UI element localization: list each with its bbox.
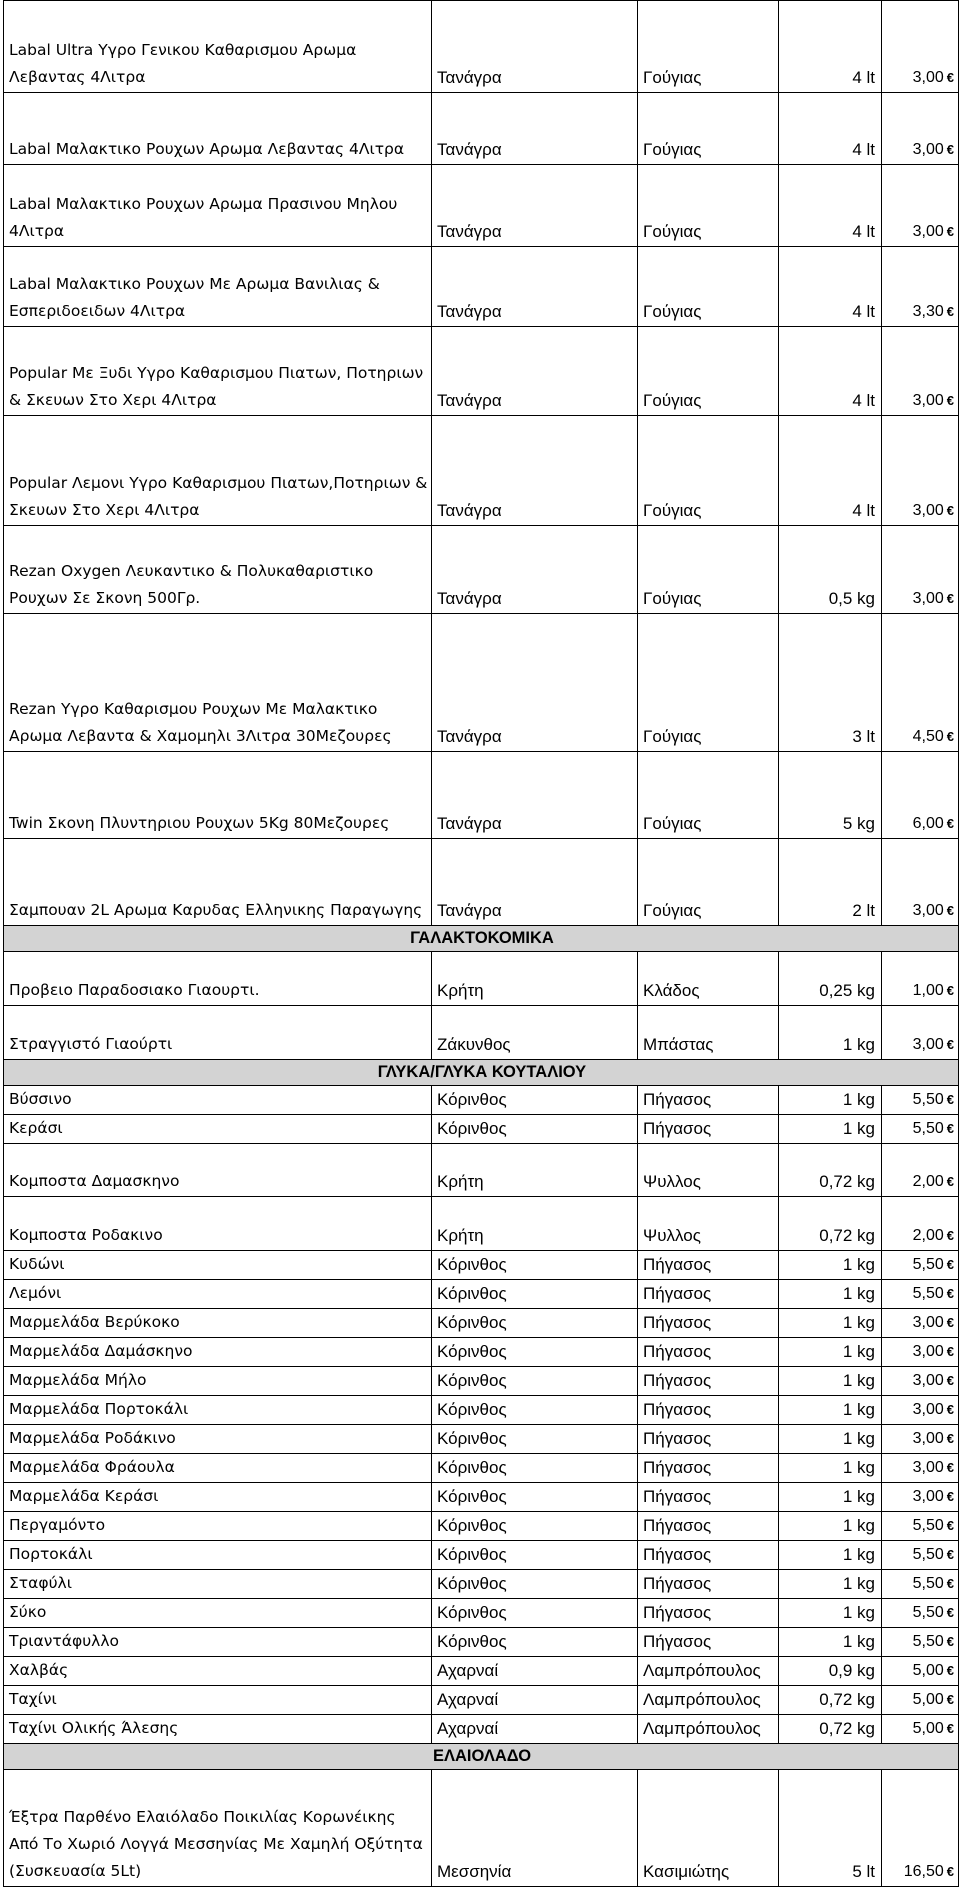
- product-name-cell: Τριαντάφυλλο: [4, 1628, 432, 1657]
- euro-currency-symbol: €: [946, 1576, 954, 1591]
- producer-cell: Κασιμιώτης: [638, 1770, 779, 1887]
- price-cell: [882, 1541, 959, 1570]
- euro-currency-symbol: €: [946, 304, 954, 319]
- quantity-cell: 4 lt: [779, 327, 882, 416]
- producer-cell: Ψυλλος: [638, 1197, 779, 1251]
- price-value: 5,00: [912, 1662, 944, 1679]
- producer-cell: Πήγασος: [638, 1425, 779, 1454]
- product-row: [4, 165, 959, 247]
- product-row: [4, 1338, 959, 1367]
- price-cell: [882, 1006, 959, 1060]
- producer-cell: Πήγασος: [638, 1367, 779, 1396]
- region-cell: Αχαρναί: [432, 1715, 638, 1744]
- quantity-cell: 4 lt: [779, 93, 882, 165]
- euro-currency-symbol: €: [946, 393, 954, 408]
- category-label: ΓΑΛΑΚΤΟΚΟΜΙΚΑ: [4, 926, 959, 952]
- region-cell: Κόρινθος: [432, 1115, 638, 1144]
- quantity-cell: 2 lt: [779, 839, 882, 926]
- price-cell: [882, 1309, 959, 1338]
- product-row: [4, 1197, 959, 1251]
- region-cell: Κόρινθος: [432, 1541, 638, 1570]
- product-row: [4, 1715, 959, 1744]
- product-row: [4, 1280, 959, 1309]
- euro-currency-symbol: €: [946, 1431, 954, 1446]
- product-name-cell: Μαρμελάδα Πορτοκάλι: [4, 1396, 432, 1425]
- product-name-cell: Στραγγιστό Γιαούρτι: [4, 1006, 432, 1060]
- region-cell: Κρήτη: [432, 1144, 638, 1197]
- product-row: [4, 614, 959, 752]
- producer-cell: Πήγασος: [638, 1251, 779, 1280]
- product-row: [4, 526, 959, 614]
- euro-currency-symbol: €: [946, 1605, 954, 1620]
- region-cell: Κόρινθος: [432, 1512, 638, 1541]
- product-row: [4, 1396, 959, 1425]
- quantity-cell: 1 kg: [779, 1006, 882, 1060]
- price-value: 5,50: [912, 1575, 944, 1592]
- quantity-cell: 4 lt: [779, 416, 882, 526]
- product-name-cell: Rezan Oxygen Λευκαντικο & Πολυκαθαριστικο Ρουχων Σε Σκονη 500Γρ.: [4, 526, 432, 614]
- producer-cell: Γούγιας: [638, 752, 779, 839]
- product-row: [4, 1, 959, 93]
- quantity-cell: 1 kg: [779, 1541, 882, 1570]
- product-name-cell: Πορτοκάλι: [4, 1541, 432, 1570]
- euro-currency-symbol: €: [946, 1692, 954, 1707]
- region-cell: Κόρινθος: [432, 1251, 638, 1280]
- producer-cell: Πήγασος: [638, 1396, 779, 1425]
- quantity-cell: 4 lt: [779, 1, 882, 93]
- product-name-cell: Κεράσι: [4, 1115, 432, 1144]
- quantity-cell: 0,72 kg: [779, 1144, 882, 1197]
- price-value: 5,50: [912, 1256, 944, 1273]
- product-name-cell: Ταχίνι: [4, 1686, 432, 1715]
- price-cell: [882, 1512, 959, 1541]
- producer-cell: Λαμπρόπουλος: [638, 1715, 779, 1744]
- category-label: ΓΛΥΚΑ/ΓΛΥΚΑ ΚΟΥΤΑΛΙΟΥ: [4, 1060, 959, 1086]
- region-cell: Τανάγρα: [432, 752, 638, 839]
- quantity-cell: 5 kg: [779, 752, 882, 839]
- region-cell: Κόρινθος: [432, 1280, 638, 1309]
- region-cell: Κόρινθος: [432, 1086, 638, 1115]
- quantity-cell: 1 kg: [779, 1454, 882, 1483]
- price-cell: [882, 247, 959, 327]
- region-cell: Κόρινθος: [432, 1396, 638, 1425]
- quantity-cell: 1 kg: [779, 1367, 882, 1396]
- product-name-cell: Rezan Υγρο Καθαρισμου Ρουχων Με Μαλακτικο Αρωμα Λεβαντα & Χαμομηλι 3Λιτρα 30Μεζουρες: [4, 614, 432, 752]
- region-cell: Κόρινθος: [432, 1309, 638, 1338]
- price-cell: [882, 1599, 959, 1628]
- price-cell: [882, 1115, 959, 1144]
- region-cell: Τανάγρα: [432, 839, 638, 926]
- product-row: [4, 1309, 959, 1338]
- product-row: [4, 1541, 959, 1570]
- price-value: 3,00: [912, 1488, 944, 1505]
- product-name-cell: Μαρμελάδα Δαμάσκηνο: [4, 1338, 432, 1367]
- product-name-cell: Popular Με Ξυδι Υγρο Καθαρισμου Πιατων, Ποτηριων & Σκευων Στο Χερι 4Λιτρα: [4, 327, 432, 416]
- product-row: [4, 1686, 959, 1715]
- euro-currency-symbol: €: [946, 1373, 954, 1388]
- producer-cell: Κλάδος: [638, 952, 779, 1006]
- quantity-cell: 1 kg: [779, 1570, 882, 1599]
- product-name-cell: Σύκο: [4, 1599, 432, 1628]
- product-name-cell: Μαρμελάδα Ροδάκινο: [4, 1425, 432, 1454]
- price-cell: [882, 1454, 959, 1483]
- product-name-cell: Μαρμελάδα Κεράσι: [4, 1483, 432, 1512]
- region-cell: Ζάκυνθος: [432, 1006, 638, 1060]
- producer-cell: Ψυλλος: [638, 1144, 779, 1197]
- region-cell: Κόρινθος: [432, 1454, 638, 1483]
- producer-cell: Λαμπρόπουλος: [638, 1686, 779, 1715]
- euro-currency-symbol: €: [946, 1174, 954, 1189]
- product-name-cell: Labal Μαλακτικο Ρουχων Αρωμα Πρασινου Μηλου 4Λιτρα: [4, 165, 432, 247]
- producer-cell: Γούγιας: [638, 247, 779, 327]
- producer-cell: Πήγασος: [638, 1086, 779, 1115]
- quantity-cell: 1 kg: [779, 1115, 882, 1144]
- quantity-cell: 3 lt: [779, 614, 882, 752]
- product-row: [4, 1251, 959, 1280]
- product-row: [4, 1628, 959, 1657]
- euro-currency-symbol: €: [946, 503, 954, 518]
- product-row: [4, 1086, 959, 1115]
- region-cell: Κρήτη: [432, 952, 638, 1006]
- price-cell: [882, 1483, 959, 1512]
- category-header-row: [4, 1060, 959, 1086]
- price-cell: [882, 416, 959, 526]
- producer-cell: Γούγιας: [638, 165, 779, 247]
- euro-currency-symbol: €: [946, 1547, 954, 1562]
- producer-cell: Πήγασος: [638, 1115, 779, 1144]
- price-value: 3,00: [912, 902, 944, 919]
- product-row: [4, 952, 959, 1006]
- product-name-cell: Προβειο Παραδοσιακο Γιαουρτι.: [4, 952, 432, 1006]
- quantity-cell: 1 kg: [779, 1309, 882, 1338]
- product-row: [4, 93, 959, 165]
- producer-cell: Γούγιας: [638, 327, 779, 416]
- euro-currency-symbol: €: [946, 1257, 954, 1272]
- quantity-cell: 0,72 kg: [779, 1686, 882, 1715]
- category-header-row: [4, 1744, 959, 1770]
- euro-currency-symbol: €: [946, 1489, 954, 1504]
- euro-currency-symbol: €: [946, 903, 954, 918]
- product-row: [4, 1599, 959, 1628]
- euro-currency-symbol: €: [946, 983, 954, 998]
- producer-cell: Γούγιας: [638, 614, 779, 752]
- quantity-cell: 1 kg: [779, 1280, 882, 1309]
- euro-currency-symbol: €: [946, 816, 954, 831]
- product-name-cell: Έξτρα Παρθένο Ελαιόλαδο Ποικιλίας Κορωνέικης Από Το Χωριό Λογγά Μεσσηνίας Με Χαμηλή Οξύτητα (Συσκευασία 5Lt): [4, 1770, 432, 1887]
- price-cell: [882, 1425, 959, 1454]
- price-cell: [882, 1715, 959, 1744]
- price-value: 6,00: [912, 815, 944, 832]
- producer-cell: Γούγιας: [638, 93, 779, 165]
- price-value: 3,00: [912, 1036, 944, 1053]
- price-cell: [882, 165, 959, 247]
- price-cell: [882, 1251, 959, 1280]
- price-value: 3,00: [912, 1314, 944, 1331]
- euro-currency-symbol: €: [946, 729, 954, 744]
- euro-currency-symbol: €: [946, 1663, 954, 1678]
- producer-cell: Γούγιας: [638, 839, 779, 926]
- price-value: 5,00: [912, 1691, 944, 1708]
- product-name-cell: Κομποστα Ροδακινο: [4, 1197, 432, 1251]
- product-row: [4, 1512, 959, 1541]
- price-cell: [882, 1338, 959, 1367]
- product-name-cell: Μαρμελάδα Φράουλα: [4, 1454, 432, 1483]
- region-cell: Κόρινθος: [432, 1367, 638, 1396]
- price-value: 3,00: [912, 590, 944, 607]
- producer-cell: Μπάστας: [638, 1006, 779, 1060]
- producer-cell: Πήγασος: [638, 1570, 779, 1599]
- price-cell: [882, 1, 959, 93]
- quantity-cell: 0,72 kg: [779, 1197, 882, 1251]
- price-cell: [882, 526, 959, 614]
- price-value: 3,00: [912, 1459, 944, 1476]
- price-value: 5,50: [912, 1120, 944, 1137]
- euro-currency-symbol: €: [946, 1864, 954, 1879]
- quantity-cell: 1 kg: [779, 1599, 882, 1628]
- price-cell: [882, 1280, 959, 1309]
- price-cell: [882, 1197, 959, 1251]
- price-value: 1,00: [912, 982, 944, 999]
- price-value: 3,00: [912, 1401, 944, 1418]
- region-cell: Τανάγρα: [432, 247, 638, 327]
- region-cell: Τανάγρα: [432, 165, 638, 247]
- product-row: [4, 1570, 959, 1599]
- region-cell: Τανάγρα: [432, 416, 638, 526]
- price-value: 3,00: [912, 1372, 944, 1389]
- region-cell: Τανάγρα: [432, 614, 638, 752]
- euro-currency-symbol: €: [946, 224, 954, 239]
- product-row: [4, 1425, 959, 1454]
- euro-currency-symbol: €: [946, 1721, 954, 1736]
- quantity-cell: 0,72 kg: [779, 1715, 882, 1744]
- category-label: ΕΛΑΙΟΛΑΔΟ: [4, 1744, 959, 1770]
- quantity-cell: 1 kg: [779, 1425, 882, 1454]
- euro-currency-symbol: €: [946, 1037, 954, 1052]
- euro-currency-symbol: €: [946, 1092, 954, 1107]
- price-value: 3,00: [912, 392, 944, 409]
- quantity-cell: 1 kg: [779, 1396, 882, 1425]
- price-value: 5,50: [912, 1285, 944, 1302]
- region-cell: Τανάγρα: [432, 526, 638, 614]
- price-value: 3,00: [912, 141, 944, 158]
- product-row: [4, 247, 959, 327]
- producer-cell: Πήγασος: [638, 1483, 779, 1512]
- price-value: 2,00: [912, 1173, 944, 1190]
- product-name-cell: Μαρμελάδα Βερύκοκο: [4, 1309, 432, 1338]
- product-name-cell: Κυδώνι: [4, 1251, 432, 1280]
- quantity-cell: 1 kg: [779, 1251, 882, 1280]
- product-name-cell: Σαμπουαν 2L Αρωμα Καρυδας Ελληνικης Παραγωγης: [4, 839, 432, 926]
- product-name-cell: Labal Μαλακτικο Ρουχων Με Αρωμα Βανιλιας & Εσπεριδοειδων 4Λιτρα: [4, 247, 432, 327]
- price-value: 3,00: [912, 1430, 944, 1447]
- euro-currency-symbol: €: [946, 1121, 954, 1136]
- region-cell: Κόρινθος: [432, 1628, 638, 1657]
- price-cell: [882, 1686, 959, 1715]
- price-value: 3,00: [912, 502, 944, 519]
- quantity-cell: 1 kg: [779, 1512, 882, 1541]
- price-value: 5,50: [912, 1546, 944, 1563]
- producer-cell: Γούγιας: [638, 416, 779, 526]
- price-list-table: [3, 0, 959, 1887]
- quantity-cell: 1 kg: [779, 1483, 882, 1512]
- price-cell: [882, 1396, 959, 1425]
- producer-cell: Γούγιας: [638, 526, 779, 614]
- euro-currency-symbol: €: [946, 1402, 954, 1417]
- producer-cell: Πήγασος: [638, 1599, 779, 1628]
- region-cell: Κόρινθος: [432, 1599, 638, 1628]
- price-value: 3,30: [912, 303, 944, 320]
- region-cell: Κόρινθος: [432, 1338, 638, 1367]
- producer-cell: Πήγασος: [638, 1280, 779, 1309]
- price-cell: [882, 1628, 959, 1657]
- producer-cell: Πήγασος: [638, 1512, 779, 1541]
- product-name-cell: Κομποστα Δαμασκηνο: [4, 1144, 432, 1197]
- price-value: 5,50: [912, 1604, 944, 1621]
- price-cell: [882, 1086, 959, 1115]
- region-cell: Κόρινθος: [432, 1483, 638, 1512]
- producer-cell: Πήγασος: [638, 1628, 779, 1657]
- euro-currency-symbol: €: [946, 70, 954, 85]
- product-row: [4, 1144, 959, 1197]
- price-list-body: [4, 1, 959, 1887]
- euro-currency-symbol: €: [946, 1634, 954, 1649]
- producer-cell: Πήγασος: [638, 1309, 779, 1338]
- region-cell: Τανάγρα: [432, 93, 638, 165]
- producer-cell: Γούγιας: [638, 1, 779, 93]
- product-row: [4, 839, 959, 926]
- product-name-cell: Popular Λεμονι Υγρο Καθαρισμου Πιατων,Ποτηριων & Σκευων Στο Χερι 4Λιτρα: [4, 416, 432, 526]
- product-name-cell: Labal Ultra Υγρο Γενικου Καθαρισμου Αρωμα Λεβαντας 4Λιτρα: [4, 1, 432, 93]
- product-row: [4, 1454, 959, 1483]
- price-value: 16,50: [903, 1863, 944, 1880]
- quantity-cell: 0,5 kg: [779, 526, 882, 614]
- product-name-cell: Περγαμόντο: [4, 1512, 432, 1541]
- product-row: [4, 1115, 959, 1144]
- producer-cell: Λαμπρόπουλος: [638, 1657, 779, 1686]
- product-name-cell: Βύσσινο: [4, 1086, 432, 1115]
- region-cell: Κόρινθος: [432, 1425, 638, 1454]
- price-cell: [882, 614, 959, 752]
- euro-currency-symbol: €: [946, 1518, 954, 1533]
- euro-currency-symbol: €: [946, 142, 954, 157]
- price-cell: [882, 327, 959, 416]
- producer-cell: Πήγασος: [638, 1338, 779, 1367]
- quantity-cell: 5 lt: [779, 1770, 882, 1887]
- price-cell: [882, 1657, 959, 1686]
- region-cell: Τανάγρα: [432, 327, 638, 416]
- price-value: 5,50: [912, 1091, 944, 1108]
- category-header-row: [4, 926, 959, 952]
- producer-cell: Πήγασος: [638, 1454, 779, 1483]
- price-value: 3,00: [912, 223, 944, 240]
- price-cell: [882, 1770, 959, 1887]
- product-row: [4, 752, 959, 839]
- region-cell: Αχαρναί: [432, 1657, 638, 1686]
- product-row: [4, 1483, 959, 1512]
- price-value: 4,50: [912, 728, 944, 745]
- quantity-cell: 0,25 kg: [779, 952, 882, 1006]
- price-cell: [882, 1367, 959, 1396]
- euro-currency-symbol: €: [946, 1286, 954, 1301]
- product-row: [4, 1006, 959, 1060]
- quantity-cell: 4 lt: [779, 247, 882, 327]
- euro-currency-symbol: €: [946, 591, 954, 606]
- product-name-cell: Λεμόνι: [4, 1280, 432, 1309]
- price-value: 5,00: [912, 1720, 944, 1737]
- price-cell: [882, 752, 959, 839]
- product-name-cell: Σταφύλι: [4, 1570, 432, 1599]
- quantity-cell: 1 kg: [779, 1086, 882, 1115]
- quantity-cell: 4 lt: [779, 165, 882, 247]
- price-cell: [882, 1570, 959, 1599]
- product-name-cell: Ταχίνι Ολικής Άλεσης: [4, 1715, 432, 1744]
- price-value: 2,00: [912, 1227, 944, 1244]
- price-value: 3,00: [912, 1343, 944, 1360]
- product-row: [4, 327, 959, 416]
- region-cell: Μεσσηνία: [432, 1770, 638, 1887]
- region-cell: Αχαρναί: [432, 1686, 638, 1715]
- region-cell: Κρήτη: [432, 1197, 638, 1251]
- producer-cell: Πήγασος: [638, 1541, 779, 1570]
- euro-currency-symbol: €: [946, 1315, 954, 1330]
- quantity-cell: 0,9 kg: [779, 1657, 882, 1686]
- price-cell: [882, 839, 959, 926]
- quantity-cell: 1 kg: [779, 1628, 882, 1657]
- price-value: 3,00: [912, 69, 944, 86]
- price-value: 5,50: [912, 1633, 944, 1650]
- product-name-cell: Twin Σκονη Πλυντηριου Ρουχων 5Kg 80Μεζουρες: [4, 752, 432, 839]
- euro-currency-symbol: €: [946, 1460, 954, 1475]
- product-row: [4, 1657, 959, 1686]
- region-cell: Κόρινθος: [432, 1570, 638, 1599]
- product-name-cell: Χαλβάς: [4, 1657, 432, 1686]
- product-row: [4, 416, 959, 526]
- quantity-cell: 1 kg: [779, 1338, 882, 1367]
- region-cell: Τανάγρα: [432, 1, 638, 93]
- price-cell: [882, 93, 959, 165]
- product-row: [4, 1367, 959, 1396]
- product-name-cell: Μαρμελάδα Μήλο: [4, 1367, 432, 1396]
- price-value: 5,50: [912, 1517, 944, 1534]
- price-cell: [882, 1144, 959, 1197]
- product-name-cell: Labal Μαλακτικο Ρουχων Αρωμα Λεβαντας 4Λιτρα: [4, 93, 432, 165]
- euro-currency-symbol: €: [946, 1344, 954, 1359]
- product-row: [4, 1770, 959, 1887]
- price-cell: [882, 952, 959, 1006]
- euro-currency-symbol: €: [946, 1228, 954, 1243]
